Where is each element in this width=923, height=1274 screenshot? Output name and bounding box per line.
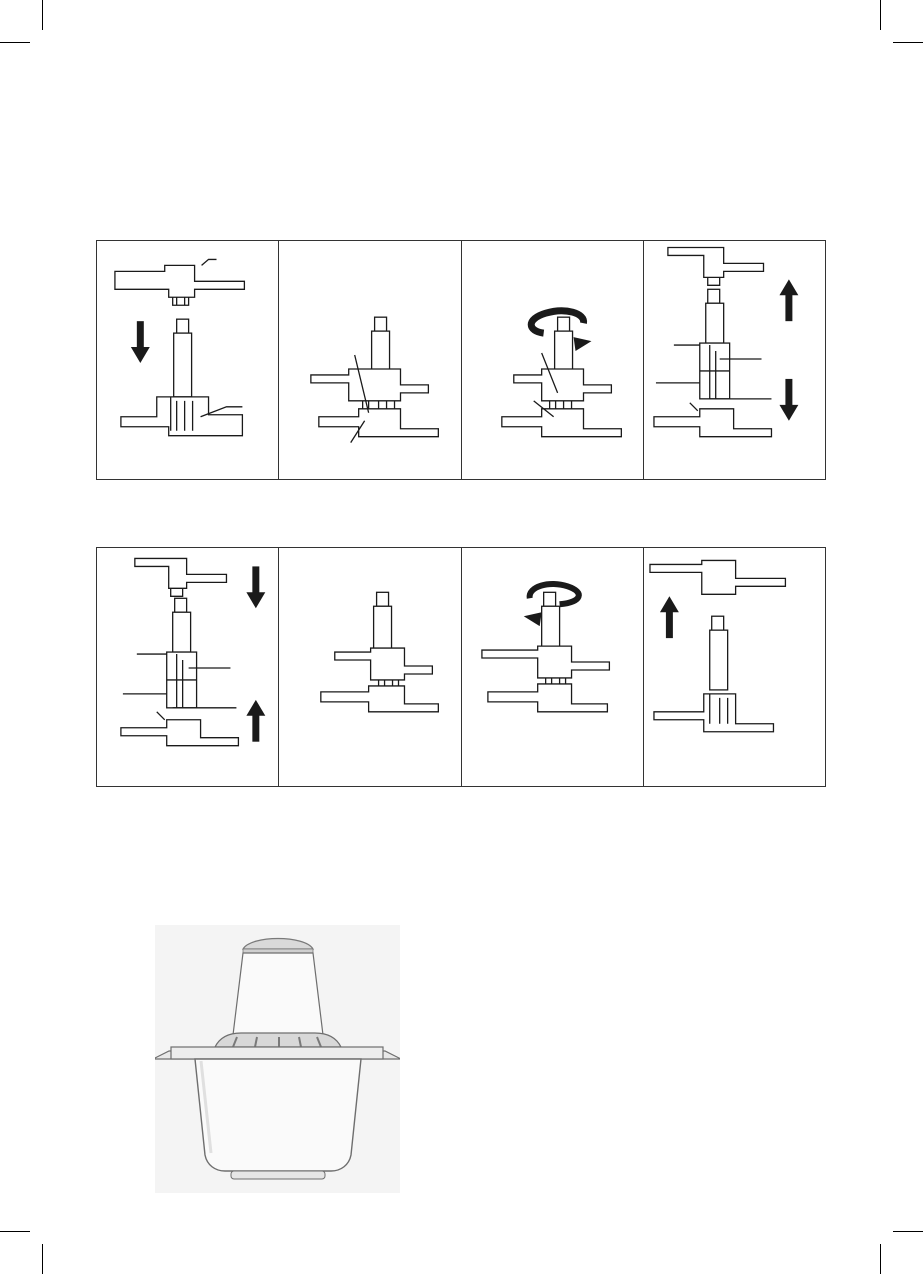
crop-mark <box>0 42 30 43</box>
chopper-illustration <box>155 925 400 1193</box>
blade-insert-illustration <box>97 241 278 479</box>
arrow-up-icon <box>779 279 798 321</box>
remove-second-blade-illustration <box>97 548 278 786</box>
crop-mark <box>42 1244 43 1274</box>
unlock-blade-illustration <box>462 548 643 786</box>
arrow-down-icon <box>246 566 265 608</box>
disassembly-step-3-panel <box>462 548 644 786</box>
disassembly-step-4-panel <box>644 548 825 786</box>
assembly-diagram-row <box>96 240 826 480</box>
crop-mark <box>893 42 923 43</box>
disassembly-step-2-panel <box>279 548 461 786</box>
assembly-step-1-panel <box>97 241 279 479</box>
assembly-step-3-panel <box>462 241 644 479</box>
arrow-down-icon <box>131 321 150 363</box>
crop-mark <box>893 1231 923 1232</box>
chopper-product-image <box>155 925 400 1193</box>
crop-mark <box>880 0 881 30</box>
blade-stack-illustration <box>279 241 460 479</box>
stacked-blades-illustration <box>279 548 460 786</box>
crop-mark <box>42 0 43 30</box>
arrow-up-icon <box>660 596 679 638</box>
crop-mark <box>880 1244 881 1274</box>
arrow-down-icon <box>779 379 798 421</box>
remove-blade-illustration <box>644 548 825 786</box>
disassembly-diagram-row <box>96 547 826 787</box>
second-blade-illustration <box>644 241 825 479</box>
arrow-up-icon <box>246 700 265 742</box>
assembly-step-2-panel <box>279 241 461 479</box>
assembly-step-4-panel <box>644 241 825 479</box>
crop-mark <box>0 1231 30 1232</box>
lock-blade-illustration <box>462 241 643 479</box>
disassembly-step-1-panel <box>97 548 279 786</box>
